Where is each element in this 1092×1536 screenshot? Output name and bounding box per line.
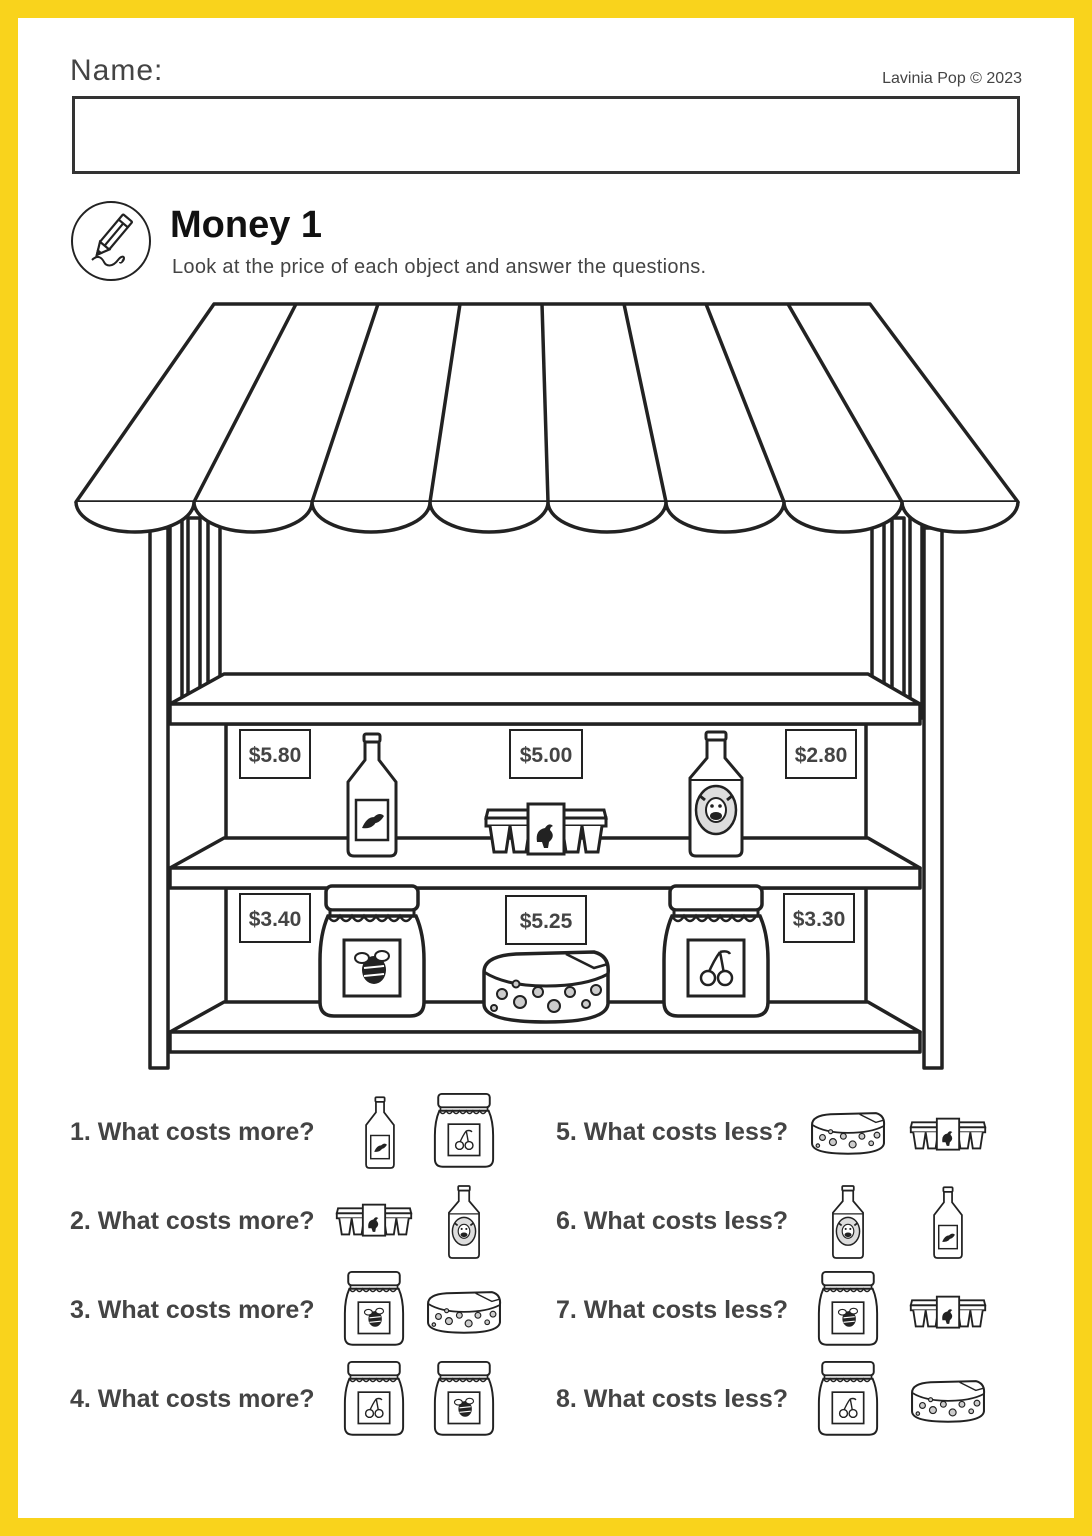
choice-cherry-jam-jar-icon[interactable]	[345, 1362, 403, 1435]
price-tag-label: $3.40	[248, 908, 302, 931]
choice-milk-bottle-icon[interactable]	[833, 1186, 863, 1258]
question-4: 4. What costs more?	[70, 1385, 315, 1413]
choice-honey-jar-icon[interactable]	[819, 1272, 877, 1345]
choice-sauce-bottle-icon[interactable]	[934, 1187, 962, 1258]
choice-cheese-wheel-icon[interactable]	[812, 1113, 884, 1154]
choice-cheese-wheel-icon[interactable]	[428, 1292, 500, 1333]
section-title: Money 1	[170, 204, 323, 246]
answer-choices	[18, 18, 1074, 1518]
question-1: 1. What costs more?	[70, 1118, 315, 1146]
price-tag-label: $5.80	[248, 744, 302, 767]
question-8: 8. What costs less?	[556, 1385, 789, 1413]
copyright-text: Lavinia Pop © 2023	[882, 70, 1022, 87]
question-6: 6. What costs less?	[556, 1207, 789, 1235]
question-2: 2. What costs more?	[70, 1207, 315, 1235]
choice-milk-bottle-icon[interactable]	[449, 1186, 479, 1258]
choice-cheese-wheel-icon[interactable]	[912, 1381, 984, 1422]
price-tag-label: $3.30	[792, 908, 846, 931]
instructions-text: Look at the price of each object and answer the questions.	[172, 256, 707, 278]
question-7: 7. What costs less?	[556, 1296, 789, 1324]
name-label: Name:	[70, 54, 164, 87]
choice-egg-carton-icon[interactable]	[911, 1297, 985, 1328]
price-tag-label: $2.80	[794, 744, 848, 767]
choice-egg-carton-icon[interactable]	[337, 1205, 411, 1236]
choice-cherry-jam-jar-icon[interactable]	[435, 1094, 493, 1167]
choice-egg-carton-icon[interactable]	[911, 1119, 985, 1150]
question-5: 5. What costs less?	[556, 1118, 789, 1146]
price-tag-label: $5.00	[519, 744, 573, 767]
question-3: 3. What costs more?	[70, 1296, 315, 1324]
choice-honey-jar-icon[interactable]	[345, 1272, 403, 1345]
choice-honey-jar-icon[interactable]	[435, 1362, 493, 1435]
price-tag-label: $5.25	[519, 910, 573, 933]
choice-cherry-jam-jar-icon[interactable]	[819, 1362, 877, 1435]
choice-sauce-bottle-icon[interactable]	[366, 1097, 394, 1168]
